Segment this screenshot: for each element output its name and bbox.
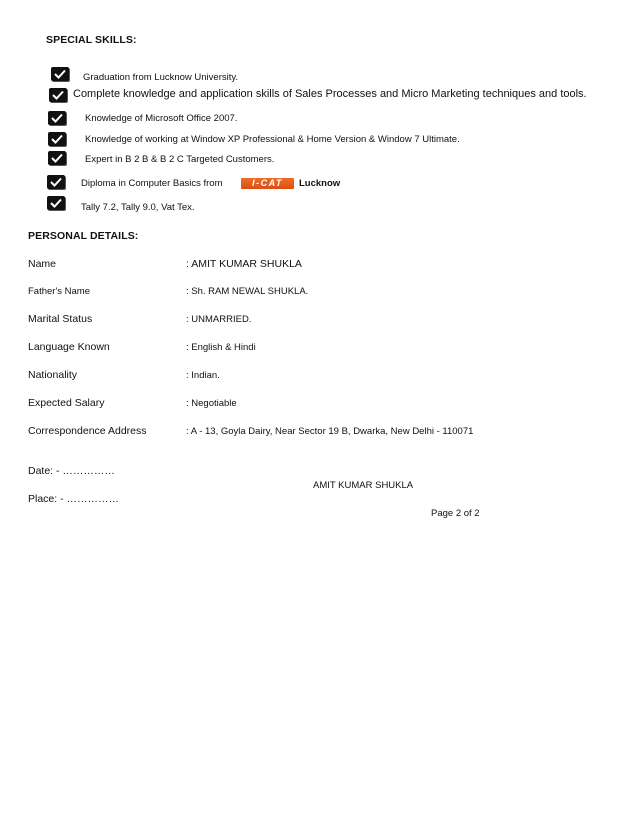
skill-item: Graduation from Lucknow University.: [83, 72, 239, 83]
skill-item: Knowledge of working at Window XP Professional & Home Version & Window 7 Ultimate.: [85, 134, 460, 145]
detail-value: : AMIT KUMAR SHUKLA: [186, 258, 302, 270]
checkbox-icon: [49, 88, 67, 102]
skill-item: Diploma in Computer Basics from: [81, 178, 223, 189]
special-skills-heading: SPECIAL SKILLS:: [46, 34, 137, 46]
detail-value: : Indian.: [186, 370, 220, 381]
detail-label: Name: [28, 258, 57, 270]
skill-item: Knowledge of Microsoft Office 2007.: [85, 113, 238, 124]
detail-label: Marital Status: [28, 313, 93, 325]
page-number: Page 2 of 2: [431, 508, 480, 519]
skill-item: Complete knowledge and application skills of Sales Processes and Micro Marketing techniques and tools.: [73, 88, 587, 100]
detail-label: Language Known: [28, 341, 110, 353]
signature-name: AMIT KUMAR SHUKLA: [313, 480, 414, 491]
detail-value: : UNMARRIED.: [186, 314, 252, 325]
detail-label: Correspondence Address: [28, 425, 147, 437]
place-field: Place: - ……………: [28, 493, 120, 505]
date-field: Date: - ……………: [28, 465, 115, 477]
skill-item: Tally 7.2, Tally 9.0, Vat Tex.: [81, 202, 195, 213]
detail-label: Expected Salary: [28, 397, 105, 409]
skill-item-suffix: Lucknow: [299, 178, 341, 189]
personal-details-heading: PERSONAL DETAILS:: [28, 230, 139, 242]
checkbox-icon: [48, 151, 66, 165]
checkbox-icon: [51, 67, 69, 81]
checkbox-icon: [47, 175, 65, 189]
checkbox-icon: [47, 196, 65, 210]
detail-value: : Negotiable: [186, 398, 237, 409]
detail-value: : Sh. RAM NEWAL SHUKLA.: [186, 286, 309, 297]
detail-value: : English & Hindi: [186, 342, 256, 353]
icat-logo-text: I-CAT: [252, 178, 283, 188]
checkbox-icon: [48, 111, 66, 125]
skill-item: Expert in B 2 B & B 2 C Targeted Customers.: [85, 154, 275, 165]
detail-label: Nationality: [28, 369, 78, 381]
detail-label: Father's Name: [28, 286, 91, 297]
icat-logo: [241, 178, 294, 189]
checkbox-icon: [48, 132, 66, 146]
detail-value: : A - 13, Goyla Dairy, Near Sector 19 B, Dwarka, New Delhi - 110071: [186, 426, 474, 437]
